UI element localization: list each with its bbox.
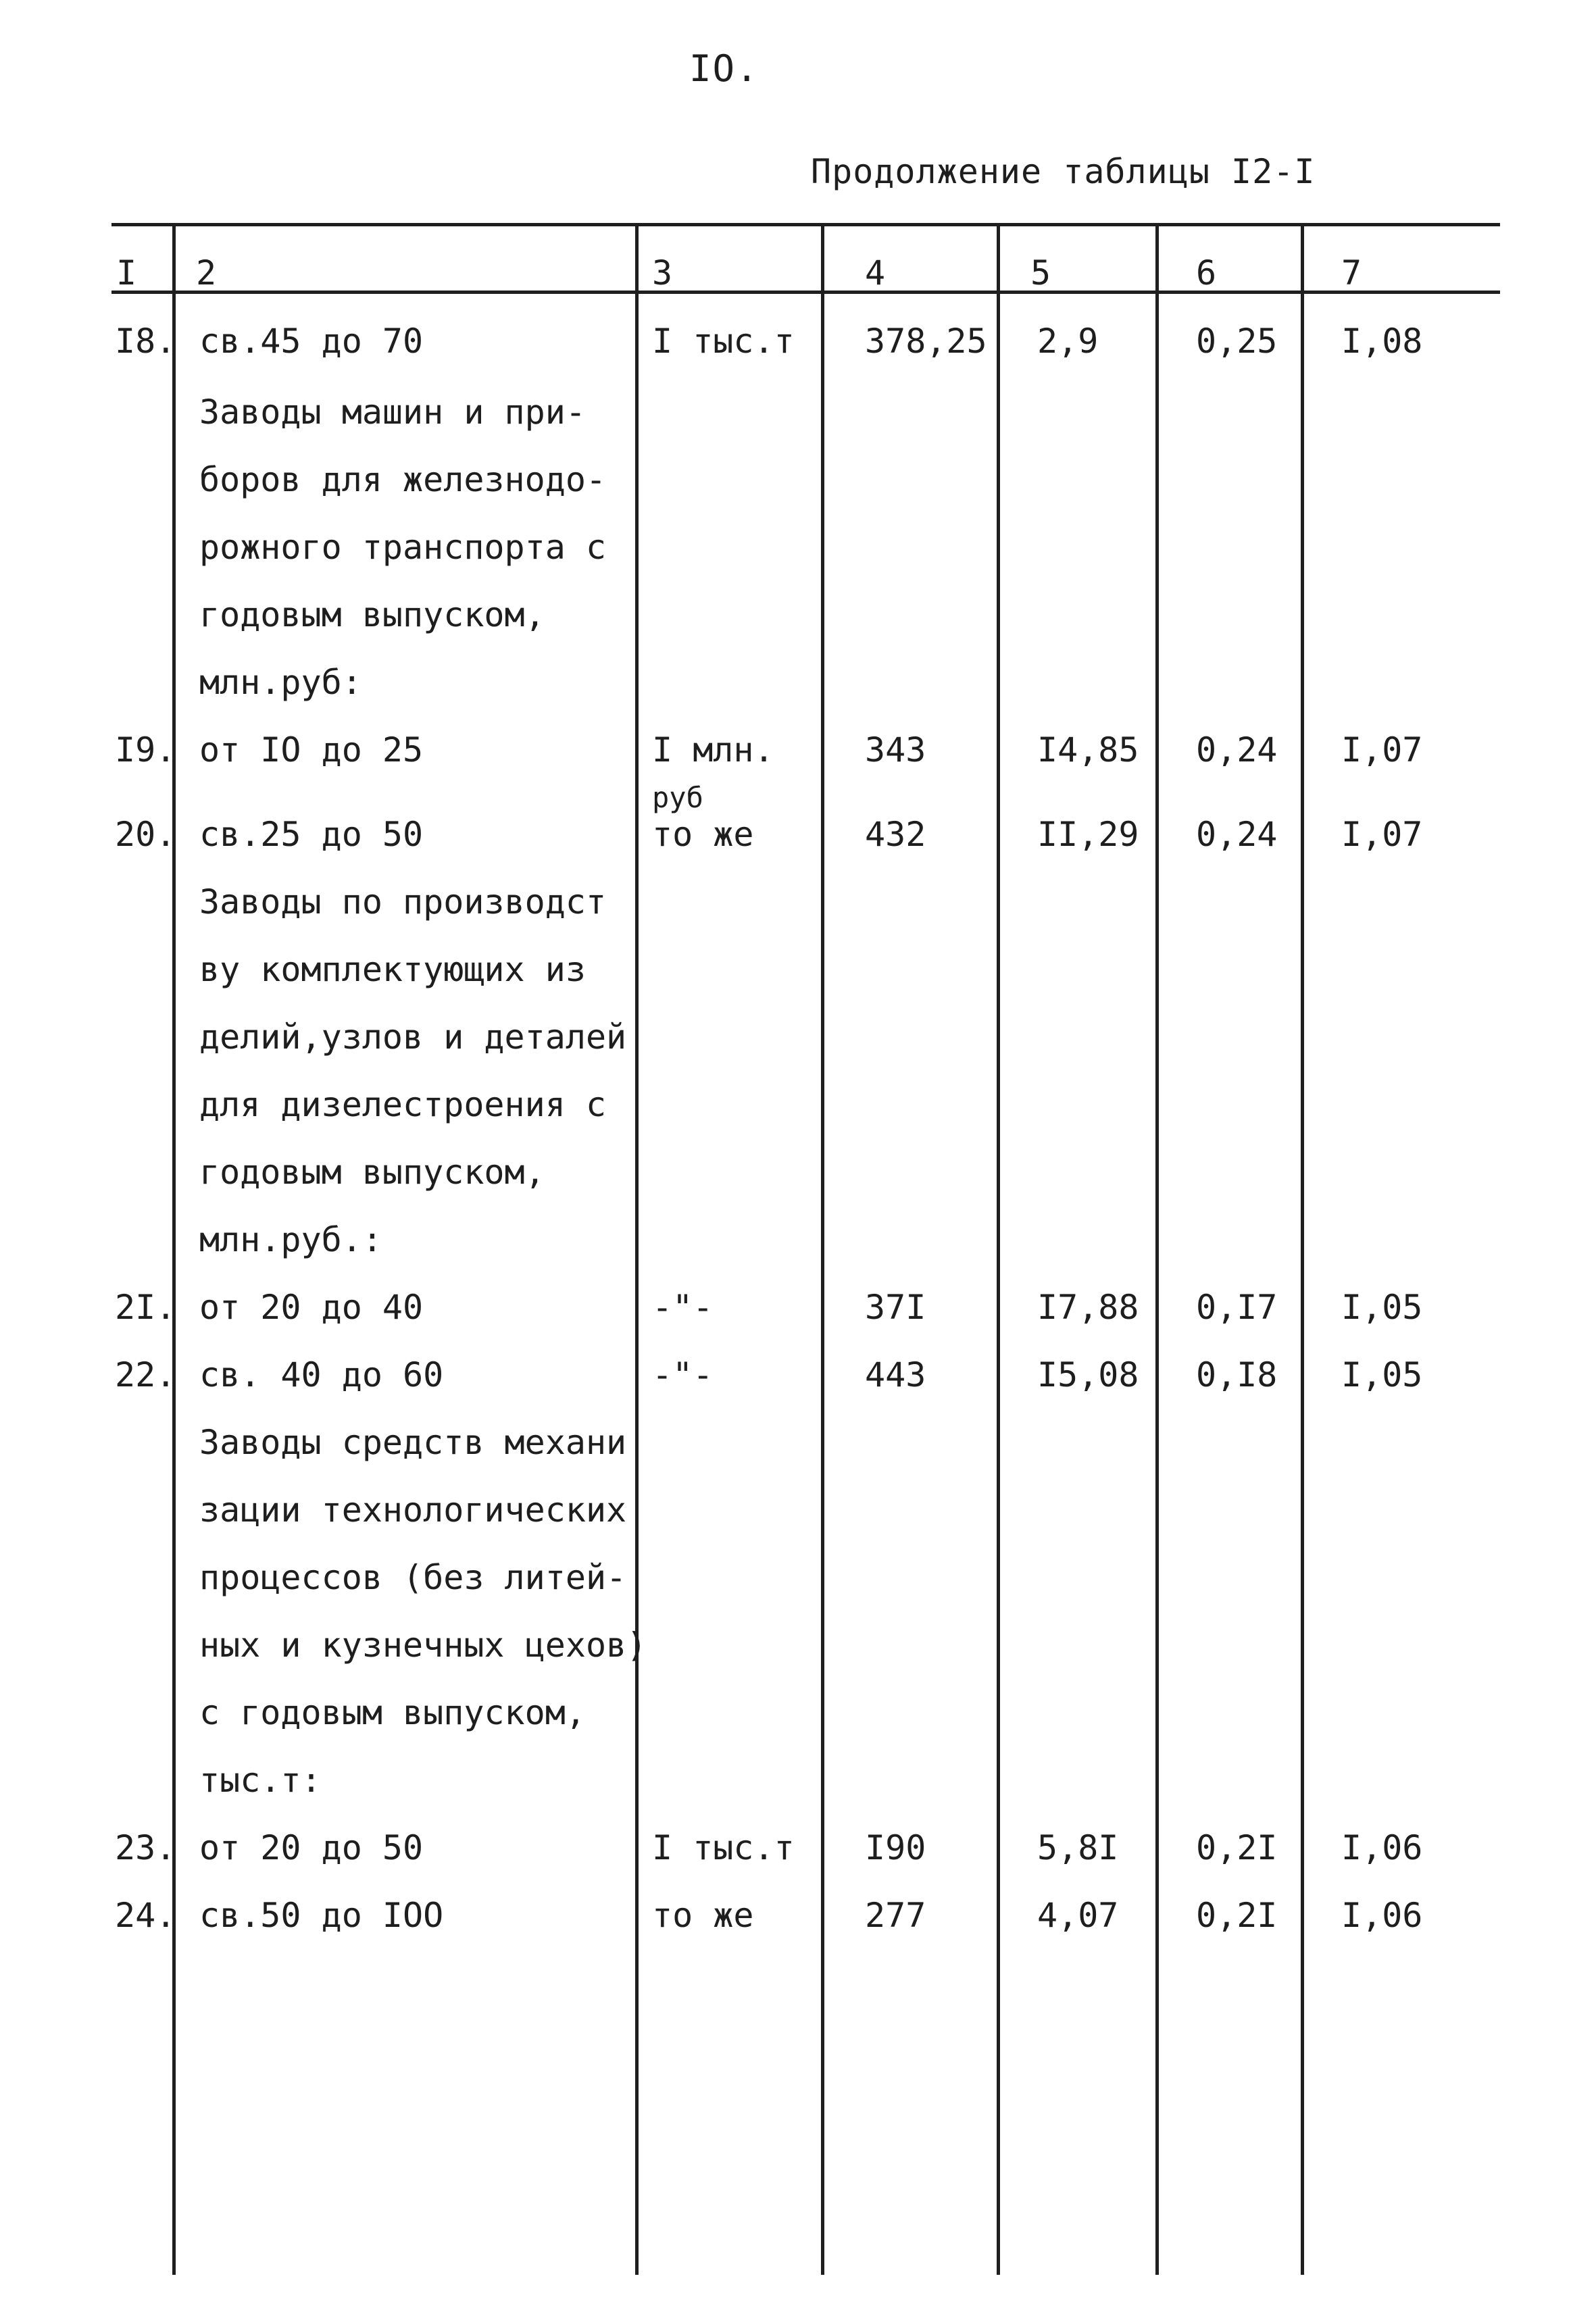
column-header-7: 7 (1341, 253, 1362, 293)
group-heading-line: для дизелестроения с (199, 1085, 607, 1124)
row-value-4: 37I (865, 1288, 926, 1327)
row-value-4: 432 (865, 815, 926, 854)
row-number: I8. (115, 322, 176, 361)
group-heading-line: рожного транспорта с (199, 528, 607, 567)
row-description: св.25 до 50 (199, 815, 424, 854)
column-divider-4 (997, 224, 1000, 2275)
group-heading-line: Заводы средств механи (199, 1423, 627, 1462)
group-heading-line: делий,узлов и деталей (199, 1017, 627, 1057)
row-unit: -"- (652, 1355, 714, 1394)
row-value-6: 0,2I (1196, 1828, 1278, 1867)
row-number: 24. (115, 1896, 176, 1935)
group-heading-line: млн.руб: (199, 663, 362, 702)
group-heading-line: боров для железнодо- (199, 460, 607, 499)
group-heading-line: тыс.т: (199, 1761, 322, 1800)
column-divider-2 (635, 224, 639, 2275)
row-value-5: 2,9 (1037, 322, 1099, 361)
column-divider-5 (1155, 224, 1159, 2275)
row-description: св. 40 до 60 (199, 1355, 444, 1394)
row-description: св.50 до IOO (199, 1896, 444, 1935)
group-heading-line: процессов (без литей- (199, 1558, 627, 1597)
group-heading-line: Заводы машин и при- (199, 393, 586, 432)
group-heading-line: годовым выпуском, (199, 1153, 545, 1192)
group-heading-line: ных и кузнечных цехов) (199, 1626, 647, 1665)
column-header-2: 2 (196, 253, 217, 293)
group-heading-line: годовым выпуском, (199, 595, 545, 634)
group-heading-line: млн.руб.: (199, 1220, 382, 1259)
row-value-4: I90 (865, 1828, 926, 1867)
row-value-6: 0,24 (1196, 815, 1278, 854)
row-description: св.45 до 70 (199, 322, 424, 361)
row-value-6: 0,I8 (1196, 1355, 1278, 1394)
row-value-7: I,07 (1341, 730, 1423, 770)
row-value-4: 277 (865, 1896, 926, 1935)
row-unit: I тыс.т (652, 322, 795, 361)
row-unit-continuation: руб (652, 781, 703, 814)
group-heading-line: с годовым выпуском, (199, 1693, 586, 1732)
row-number: 20. (115, 815, 176, 854)
column-header-4: 4 (865, 253, 886, 293)
header-bottom-rule (111, 291, 1500, 294)
row-value-7: I,05 (1341, 1288, 1423, 1327)
group-heading-line: Заводы по производст (199, 882, 607, 922)
row-number: 22. (115, 1355, 176, 1394)
row-value-4: 343 (865, 730, 926, 770)
row-value-5: I7,88 (1037, 1288, 1139, 1327)
row-description: от 20 до 50 (199, 1828, 424, 1867)
row-value-6: 0,2I (1196, 1896, 1278, 1935)
row-description: от IO до 25 (199, 730, 424, 770)
row-number: 23. (115, 1828, 176, 1867)
row-unit: -"- (652, 1288, 714, 1327)
row-description: от 20 до 40 (199, 1288, 424, 1327)
row-value-5: I5,08 (1037, 1355, 1139, 1394)
row-value-7: I,08 (1341, 322, 1423, 361)
group-heading-line: зации технологических (199, 1490, 627, 1530)
row-value-7: I,06 (1341, 1828, 1423, 1867)
page-number: IO. (689, 47, 759, 90)
row-number: 2I. (115, 1288, 176, 1327)
column-header-1: I (116, 253, 137, 293)
row-value-5: II,29 (1037, 815, 1139, 854)
row-value-7: I,07 (1341, 815, 1423, 854)
row-value-5: 4,07 (1037, 1896, 1119, 1935)
row-value-7: I,06 (1341, 1896, 1423, 1935)
column-header-5: 5 (1030, 253, 1051, 293)
row-unit: то же (652, 815, 754, 854)
group-heading-line: ву комплектующих из (199, 950, 586, 989)
column-divider-3 (821, 224, 824, 2275)
row-value-6: 0,I7 (1196, 1288, 1278, 1327)
column-header-6: 6 (1196, 253, 1217, 293)
row-unit: I млн. (652, 730, 774, 770)
column-divider-6 (1301, 224, 1304, 2275)
table-top-rule (111, 223, 1500, 226)
row-number: I9. (115, 730, 176, 770)
table-caption: Продолжение таблицы I2-I (811, 152, 1316, 191)
row-unit: то же (652, 1896, 754, 1935)
row-value-5: 5,8I (1037, 1828, 1119, 1867)
row-value-7: I,05 (1341, 1355, 1423, 1394)
row-value-6: 0,24 (1196, 730, 1278, 770)
row-value-4: 443 (865, 1355, 926, 1394)
column-header-3: 3 (652, 253, 673, 293)
row-unit: I тыс.т (652, 1828, 795, 1867)
row-value-6: 0,25 (1196, 322, 1278, 361)
row-value-5: I4,85 (1037, 730, 1139, 770)
row-value-4: 378,25 (865, 322, 987, 361)
column-divider-1 (172, 224, 176, 2275)
